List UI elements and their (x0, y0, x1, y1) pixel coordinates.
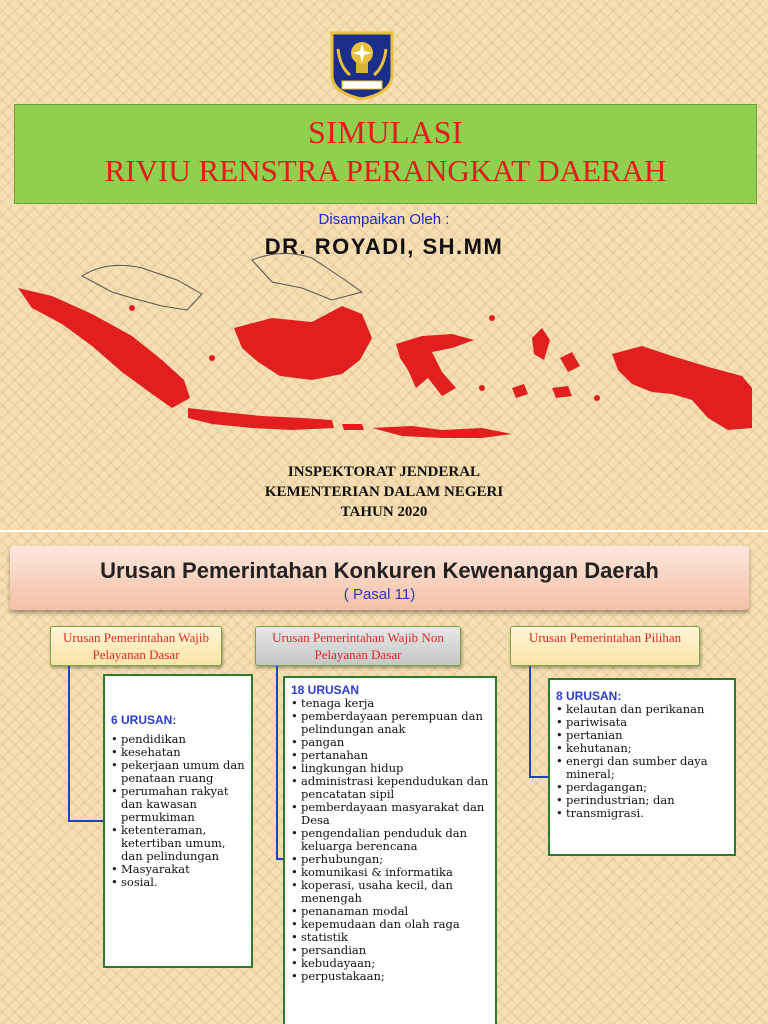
list-item: • komunikasi & informatika (291, 866, 491, 879)
list-heading: 18 URUSAN (291, 683, 360, 697)
list-item: • kehutanan; (556, 742, 730, 755)
list-item: • transmigrasi. (556, 807, 730, 820)
urusan-list-pilihan (548, 678, 736, 856)
content-slide (0, 532, 768, 1024)
list-item: • administrasi kependudukan dan pencatatan sipil (291, 775, 491, 801)
presented-by-label: Disampaikan Oleh : (318, 211, 450, 228)
list-item: • perpustakaan; (291, 970, 491, 983)
list-item: • persandian (291, 944, 491, 957)
connector-line (68, 820, 104, 822)
list-item: • Masyarakat (111, 863, 247, 876)
list-item: • perindustrian; dan (556, 794, 730, 807)
kemendagri-emblem-icon (328, 29, 396, 101)
category-pilihan: Urusan Pemerintahan Pilihan (510, 626, 700, 666)
list-item: • pemberdayaan perempuan dan pelindungan anak (291, 710, 491, 736)
list-item: • sosial. (111, 876, 247, 889)
urusan-list-wajib-pelayanan-dasar (103, 674, 253, 968)
list-item: • kepemudaan dan olah raga (291, 918, 491, 931)
title-line-2: RIVIU RENSTRA PERANGKAT DAERAH (104, 153, 667, 188)
list-item: • perumahan rakyat dan kawasan permukiman (111, 785, 247, 824)
list-item: • pendidikan (111, 733, 247, 746)
connector-line (529, 776, 549, 778)
list-item: • ketenteraman, ketertiban umum, dan pelindungan (111, 824, 247, 863)
list-heading: 6 URUSAN: (111, 713, 177, 727)
slide-title: Urusan Pemerintahan Konkuren Kewenangan Daerah (100, 558, 659, 583)
author-name: DR. ROYADI, SH.MM (264, 234, 504, 259)
list-item: • tenaga kerja (291, 697, 491, 710)
list-item: • pemberdayaan masyarakat dan Desa (291, 801, 491, 827)
list-item: • statistik (291, 931, 491, 944)
institution-line: TAHUN 2020 (340, 504, 428, 520)
category-wajib-non-pelayanan-dasar: Urusan Pemerintahan Wajib Non Pelayanan Dasar (255, 626, 461, 666)
list-item: • energi dan sumber daya mineral; (556, 755, 730, 781)
list-item: • penanaman modal (291, 905, 491, 918)
indonesia-map (12, 248, 762, 448)
category-wajib-pelayanan-dasar: Urusan Pemerintahan Wajib Pelayanan Dasar (50, 626, 222, 666)
list-heading: 8 URUSAN: (556, 689, 622, 703)
list-item: • kelautan dan perikanan (556, 703, 730, 716)
list-item: • pengendalian penduduk dan keluarga berencana (291, 827, 491, 853)
list-item: • lingkungan hidup (291, 762, 491, 775)
urusan-list-wajib-non-pelayanan-dasar (283, 676, 497, 1024)
list-item: • kebudayaan; (291, 957, 491, 970)
slide-header (10, 546, 749, 610)
list-item: • perdagangan; (556, 781, 730, 794)
title-banner (14, 104, 757, 204)
list-item: • koperasi, usaha kecil, dan menengah (291, 879, 491, 905)
connector-line (529, 666, 531, 778)
institution-line: INSPEKTORAT JENDERAL (287, 464, 481, 480)
slide-subtitle: ( Pasal 11) (343, 586, 416, 603)
list-item: • pertanahan (291, 749, 491, 762)
list-item: • pekerjaan umum dan penataan ruang (111, 759, 247, 785)
list-item: • pariwisata (556, 716, 730, 729)
list-item: • pangan (291, 736, 491, 749)
institution-block (0, 462, 768, 522)
list-item: • pertanian (556, 729, 730, 742)
list-item: • perhubungan; (291, 853, 491, 866)
connector-line (68, 666, 70, 822)
connector-line (276, 666, 278, 860)
institution-line: KEMENTERIAN DALAM NEGERI (264, 484, 504, 500)
title-line-1: SIMULASI (307, 114, 464, 150)
list-item: • kesehatan (111, 746, 247, 759)
